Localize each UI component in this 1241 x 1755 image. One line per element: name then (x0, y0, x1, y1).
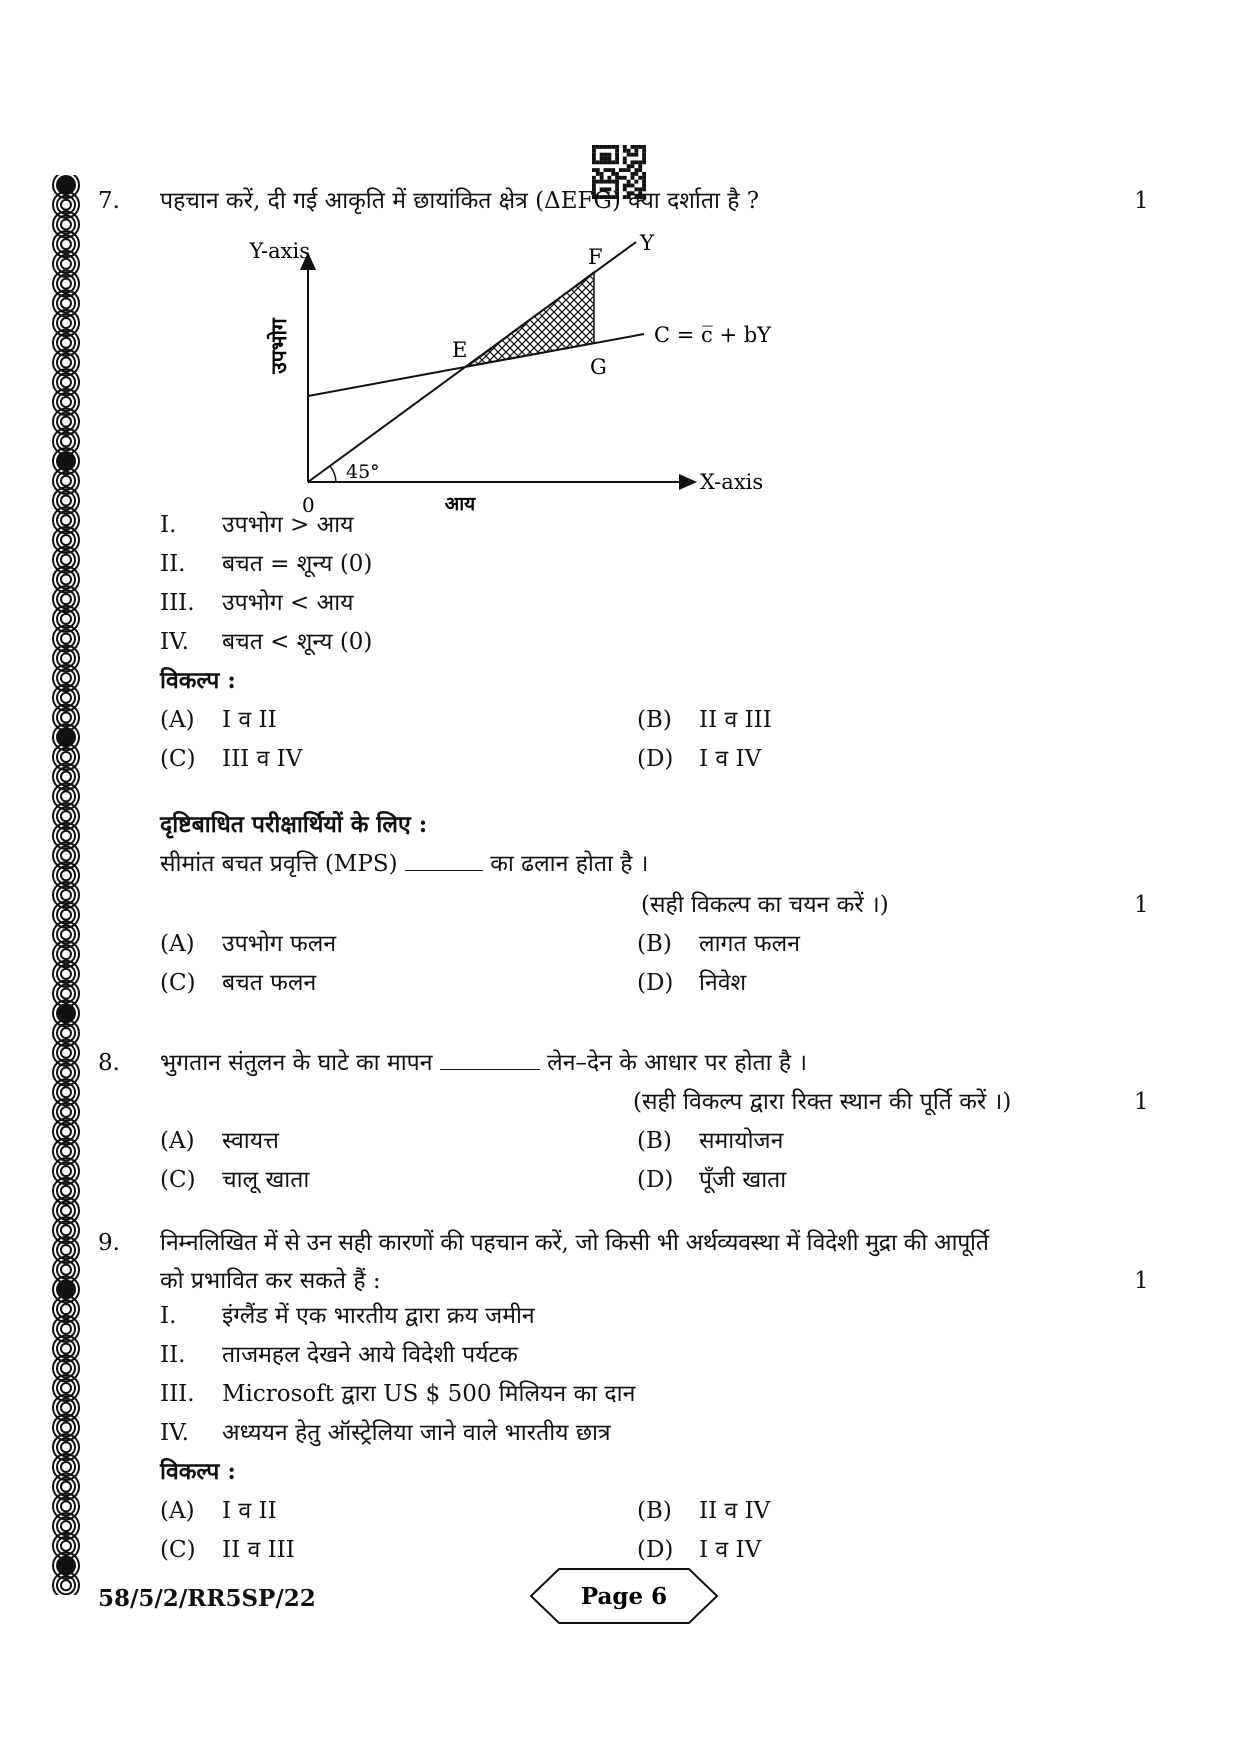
q8-marks: 1 (1134, 1089, 1149, 1115)
origin-label: 0 (302, 493, 315, 517)
q9-statement-text: Microsoft द्वारा US $ 500 मिलियन का दान (222, 1381, 636, 1407)
q7-marks: 1 (1134, 188, 1149, 214)
q9-marks: 1 (1134, 1268, 1149, 1294)
vi-option-text: बचत फलन (222, 970, 317, 996)
vi-marks: 1 (1134, 892, 1149, 918)
income-45-degree-line (308, 242, 636, 482)
page-number-badge (529, 1567, 719, 1625)
q8-instruction: (सही विकल्प द्वारा रिक्त स्थान की पूर्ति करें ।) (633, 1089, 1012, 1115)
q7-statement-text: उपभोग < आय (222, 590, 354, 616)
q8-option-label: (D) (637, 1167, 674, 1193)
point-f-label: F (588, 245, 603, 269)
ring-mark (53, 1572, 79, 1595)
q9-statement-number: III. (160, 1381, 195, 1407)
paper-code: 58/5/2/RR5SP/22 (98, 1585, 316, 1612)
x-variable-label: आय (444, 493, 476, 515)
q9-statement-text: इंग्लैंड में एक भारतीय द्वारा क्रय जमीन (222, 1303, 535, 1329)
vi-option-text: लागत फलन (699, 931, 801, 957)
q7-options-heading: विकल्प : (160, 667, 236, 694)
q7-number: 7. (98, 188, 120, 214)
point-g-label: G (590, 355, 607, 379)
q9-option-text: I व II (222, 1498, 277, 1524)
q8-option-label: (C) (160, 1167, 196, 1193)
vi-text-a: सीमांत बचत प्रवृत्ति (MPS) (160, 851, 398, 877)
consumption-income-figure (190, 228, 810, 518)
q7-text: पहचान करें, दी गई आकृति में छायांकित क्षेत्र (ΔEFG) क्या दर्शाता है ? (160, 188, 760, 214)
q7-statement-number: II. (160, 551, 186, 577)
q9-option-text: I व IV (699, 1537, 762, 1563)
q7-statement-number: III. (160, 590, 195, 616)
y-variable-label: उपभोग (267, 318, 291, 374)
q7-option-label: (D) (637, 746, 674, 772)
q8-blank (440, 1049, 540, 1070)
q7-option-label: (A) (160, 707, 195, 733)
consumption-equation: C = c̅ + bY (654, 323, 772, 347)
angle-arc (330, 466, 336, 482)
q9-options-heading: विकल्प : (160, 1458, 236, 1485)
q9-statement-text: अध्ययन हेतु ऑस्ट्रेलिया जाने वाले भारतीय छात्र (222, 1420, 611, 1446)
vi-question (160, 849, 649, 879)
q8-option-label: (B) (637, 1128, 672, 1154)
q7-statement-text: बचत = शून्य (0) (222, 551, 373, 577)
vi-option-text: उपभोग फलन (222, 931, 337, 957)
x-axis-text: X-axis (700, 470, 764, 494)
line-y-label: Y (640, 231, 654, 255)
q7-statement-number: I. (160, 512, 177, 538)
vi-blank (405, 850, 483, 871)
vi-option-label: (B) (637, 931, 672, 957)
q9-option-label: (A) (160, 1498, 195, 1524)
q8-text-b: लेन–देन के आधार पर होता है । (547, 1050, 808, 1076)
vi-instruction: (सही विकल्प का चयन करें ।) (641, 892, 889, 918)
q8-option-text: पूँजी खाता (699, 1167, 787, 1193)
vi-option-label: (D) (637, 970, 674, 996)
q7-statement-number: IV. (160, 629, 189, 655)
q9-statement-number: IV. (160, 1420, 189, 1446)
q7-option-label: (B) (637, 707, 672, 733)
vi-text-b: का ढलान होता है । (490, 851, 649, 877)
q9-number: 9. (98, 1230, 120, 1256)
q9-text-line2: को प्रभावित कर सकते हैं : (160, 1268, 381, 1294)
point-e-label: E (452, 338, 468, 362)
q9-statement-number: II. (160, 1342, 186, 1368)
q7-option-label: (C) (160, 746, 196, 772)
q8-option-text: स्वायत्त (222, 1128, 279, 1154)
q8-text-a: भुगतान संतुलन के घाटे का मापन (160, 1050, 433, 1076)
q8-option-label: (A) (160, 1128, 195, 1154)
q8-option-text: समायोजन (699, 1128, 784, 1154)
vi-option-label: (A) (160, 931, 195, 957)
q8-number: 8. (98, 1050, 120, 1076)
q8-question (160, 1048, 807, 1078)
vi-option-text: निवेश (699, 970, 747, 996)
q9-statement-number: I. (160, 1303, 177, 1329)
q9-statement-text: ताजमहल देखने आये विदेशी पर्यटक (222, 1342, 518, 1368)
angle-label: 45° (346, 461, 380, 483)
q7-option-text: III व IV (222, 746, 303, 772)
y-axis-label: Y-axis (249, 239, 310, 263)
q7-option-text: I व II (222, 707, 277, 733)
q7-option-text: II व III (699, 707, 772, 733)
vi-heading: दृष्टिबाधित परीक्षार्थियों के लिए : (160, 811, 428, 838)
q7-statement-text: बचत < शून्य (0) (222, 629, 373, 655)
q9-option-label: (B) (637, 1498, 672, 1524)
margin-ring-strip (48, 175, 84, 1595)
q9-option-label: (C) (160, 1537, 196, 1563)
q9-text-line1: निम्नलिखित में से उन सही कारणों की पहचान करें, जो किसी भी अर्थव्यवस्था में विदेशी मुद्रा की आपूर्ति (160, 1230, 989, 1256)
page-number-text: Page 6 (580, 1583, 668, 1610)
q9-option-text: II व III (222, 1537, 295, 1563)
q9-option-label: (D) (637, 1537, 674, 1563)
q9-option-text: II व IV (699, 1498, 771, 1524)
vi-option-label: (C) (160, 970, 196, 996)
q7-statement-text: उपभोग > आय (222, 512, 354, 538)
q7-option-text: I व IV (699, 746, 762, 772)
q8-option-text: चालू खाता (222, 1167, 310, 1193)
